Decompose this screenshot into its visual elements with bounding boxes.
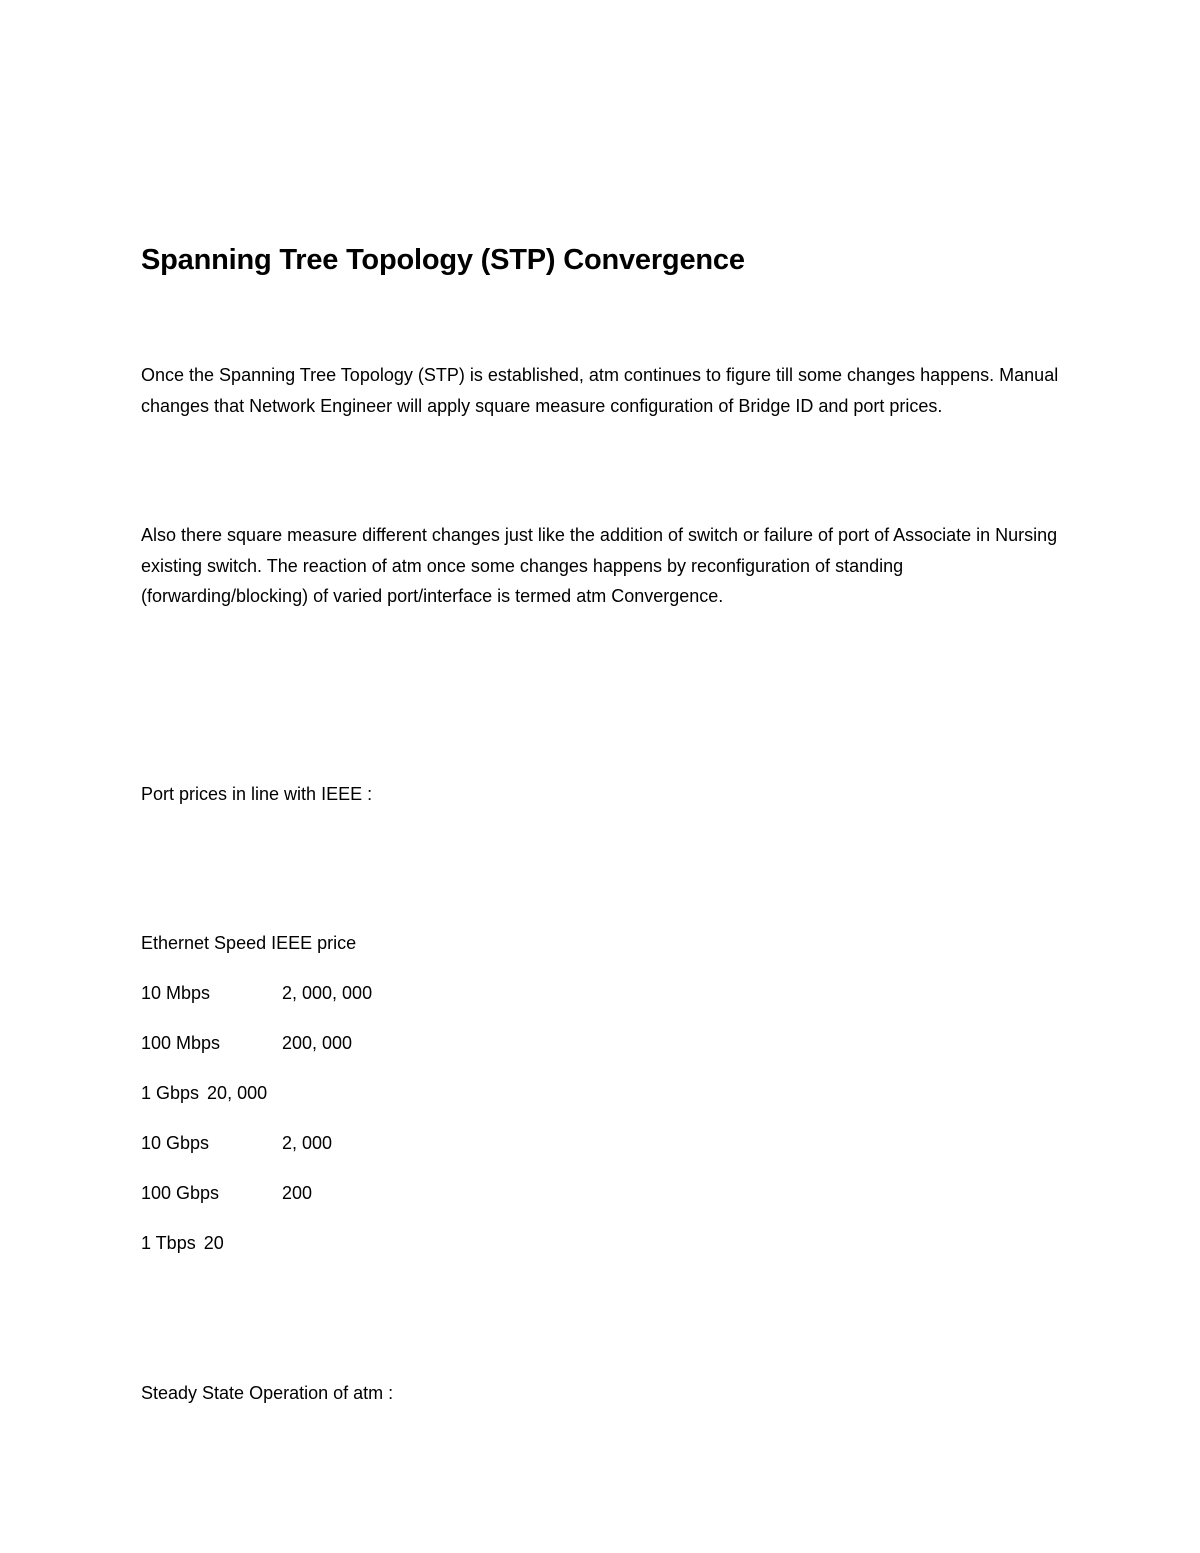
price-row (141, 983, 372, 1004)
price-table-header: Ethernet Speed IEEE price (141, 933, 357, 953)
price-row (141, 1133, 332, 1154)
price-row (141, 1233, 224, 1254)
price-row (141, 1033, 352, 1054)
price-row-speed: 10 Mbps (141, 983, 211, 1003)
port-prices-label: Port prices in line with IEEE : (141, 784, 373, 804)
price-row-value: 20, 000 (207, 1083, 268, 1103)
price-row (141, 1083, 267, 1104)
paragraph-stp-established: Once the Spanning Tree Topology (STP) is established, atm continues to figure till some changes happens. Manual changes that Network Engineer will apply square measure configuration of Bridge ID and port prices. (141, 365, 1059, 416)
price-row-speed: 1 Tbps (141, 1233, 196, 1253)
price-row-speed: 10 Gbps (141, 1133, 210, 1153)
price-row-speed: 100 Mbps (141, 1033, 221, 1053)
price-row-speed: 1 Gbps (141, 1083, 200, 1103)
price-row-value: 2, 000, 000 (282, 983, 373, 1003)
price-row-speed: 100 Gbps (141, 1183, 220, 1203)
price-row-value: 2, 000 (282, 1133, 333, 1153)
price-row-value: 20 (203, 1233, 224, 1253)
price-row-value: 200 (282, 1183, 313, 1203)
price-row (141, 1183, 312, 1204)
price-row-value: 200, 000 (282, 1033, 353, 1053)
paragraph-stp-convergence: Also there square measure different changes just like the addition of switch or failure of port of Associate in Nursing existing switch. The reaction of atm once some changes happens by reconfiguration of standing (forwarding/blocking) of varied port/interface is termed atm Convergence. (141, 525, 1058, 606)
steady-state-label: Steady State Operation of atm : (141, 1383, 394, 1403)
document-title: Spanning Tree Topology (STP) Convergence (141, 244, 745, 276)
